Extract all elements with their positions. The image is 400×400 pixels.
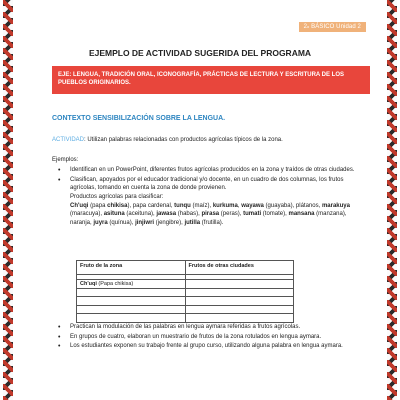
page-title: EJEMPLO DE ACTIVIDAD SUGERIDA DEL PROGRAMA	[88, 48, 312, 58]
aymara-word: jutilla	[184, 220, 201, 227]
aymara-word: pirasa	[201, 211, 220, 218]
grade-number: 2	[303, 24, 308, 30]
aymara-word: asituna	[103, 211, 125, 218]
gloss-after: ), papa cardenal,	[127, 202, 175, 209]
gloss: (quínua),	[107, 220, 136, 227]
aymara-word: juyra	[93, 220, 108, 227]
grade-superscript: o	[307, 24, 310, 29]
gloss: (papa	[88, 202, 108, 209]
gloss: (habas),	[176, 211, 202, 218]
classification-table	[76, 260, 294, 323]
bullet-list-bottom	[56, 323, 368, 352]
aymara-word: marakuya	[321, 202, 350, 209]
aymara-word: kurkuma	[212, 202, 238, 209]
column-header-local: Fruto de la zona	[77, 261, 186, 275]
aymara-word: mansana	[288, 211, 315, 218]
grade-unit-tag	[299, 22, 366, 32]
aymara-word: jinjiwri	[135, 220, 155, 227]
gloss: (frutilla).	[200, 220, 224, 227]
bullet-list-top	[56, 166, 368, 229]
product-list	[70, 202, 368, 228]
table-header-row	[77, 261, 294, 275]
table-row	[77, 297, 294, 306]
actividad-text: : Utilizan palabras relacionadas con productos agrícolas típicos de la zona.	[84, 137, 283, 143]
gloss: ,	[237, 202, 242, 209]
decorative-border-right	[387, 0, 397, 400]
list-item: • Identifican en un PowerPoint, diferentes frutos agrícolas producidos en la zona y traídos de otras ciudades.	[56, 166, 368, 175]
table-cell-example: Ch'uqi (Papa chikisa)	[77, 280, 186, 289]
list-item: • Los estudiantes exponen su trabajo frente al grupo curso, utilizando alguna palabra en lengua aymara.	[56, 342, 368, 351]
table-row	[77, 280, 294, 289]
gloss: (tomate),	[261, 211, 289, 218]
actividad-line	[52, 137, 283, 143]
gloss: (manzana), naranja,	[70, 211, 347, 227]
actividad-label: ACTIVIDAD	[52, 137, 85, 143]
aymara-word: tumati	[243, 211, 262, 218]
gloss: (maracuya),	[70, 211, 104, 218]
table-row	[77, 288, 294, 297]
ejemplos-label: Ejemplos:	[52, 157, 79, 163]
classify-subtitle: Productos agrícolas para clasificar:	[70, 194, 164, 201]
decorative-border-left	[3, 0, 13, 400]
eje-banner: EJE: LENGUA, TRADICIÓN ORAL, ICONOGRAFÍA, PRÁCTICAS DE LECTURA Y ESCRITURA DE LOS PUEBLOS ORIGINARIOS.	[52, 66, 370, 94]
gloss: (guayaba), plátanos,	[263, 202, 322, 209]
aymara-word: jawasa	[156, 211, 177, 218]
gloss: (jengibre),	[154, 220, 185, 227]
aymara-word: tunqu	[174, 202, 191, 209]
aymara-word: Ch'uqi	[70, 202, 89, 209]
table-row	[77, 314, 294, 323]
gloss-bold: chikisa	[107, 202, 128, 209]
level-text: BÁSICO Unidad 2	[311, 24, 361, 30]
table-row	[77, 305, 294, 314]
column-header-other: Frutos de otras ciudades	[185, 261, 294, 275]
section-heading: CONTEXTO SENSIBILIZACIÓN SOBRE LA LENGUA.	[52, 115, 226, 122]
list-item: • En grupos de cuatro, elaboran un muestrario de frutos de la zona rotulados en lengua aymara.	[56, 333, 368, 342]
classify-intro: Clasifican, apoyados por el educador tradicional y/o docente, en un cuadro de dos columnas, los frutos agrícolas, tomando en cuenta la zona de donde provienen.	[70, 176, 344, 192]
list-item	[56, 176, 368, 228]
gloss: (peras),	[219, 211, 244, 218]
list-item: • Practican la modulación de las palabras en lengua aymara referidas a frutos agrícolas.	[56, 323, 368, 332]
gloss: (aceituna),	[124, 211, 157, 218]
aymara-word: wayawa	[241, 202, 264, 209]
table-cell	[185, 280, 294, 289]
gloss: (maíz),	[190, 202, 213, 209]
